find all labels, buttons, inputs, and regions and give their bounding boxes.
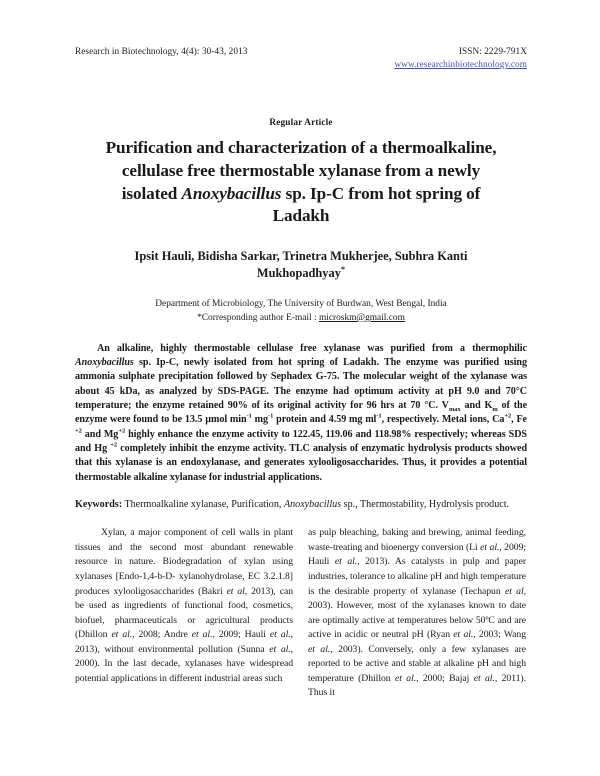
abstract-text-3: and K [460,400,493,412]
journal-citation-line: Research in Biotechnology, 4(4): 30-43, 2013 [75,46,248,56]
citation-etal-3: et al. [191,629,213,641]
keywords-organism-name: Anoxybacillus [283,499,342,511]
left-column [75,526,293,701]
abstract-text-10: highly enhance the enzyme activity to 122.45, 119.06 and 118.98% respectively; whereas SDS and Hg [75,428,527,455]
paper-title [75,137,527,229]
right-text-5: , 2003; Wang [473,629,526,641]
citation-etal-2: et al. [111,629,133,641]
left-text-1: Xylan, a major component of cell walls in plant tissues and the second most abundant renewable resource in nature. Biodegradation of xylan using xylanases [Endo-1,4-b-D- xylanohydrolase, EC 3.2.1.8] produces xylooligosaccharides (Bakri [75,527,293,597]
citation-etal-5: et al. [269,643,291,655]
abstract-paragraph [75,342,527,485]
iron-charge-superscript: +2 [75,427,82,435]
title-line-1: Purification and characterization of a thermoalkaline, [105,137,497,157]
author-list [75,248,527,282]
corresponding-email-line [75,311,527,325]
citation-etal-1: et al [226,585,245,597]
keywords-block [75,498,527,512]
right-text-1: as pulp bleaching, baking and brewing, animal feeding, waste-treating and bioenergy conversion (Li [308,527,526,553]
right-text-8: , 2011). Thus it [308,672,526,699]
citation-etal-11: et al., [394,672,419,684]
title-line-3-suffix: sp. Ip-C from hot spring of [281,183,481,203]
left-column-paragraph [75,526,293,686]
journal-website-link[interactable]: www.researchinbiotechnology.com [394,59,527,70]
abstract-text-6: protein and 4.59 mg ml [273,414,377,426]
abstract-text-2: sp. Ip-C, newly isolated from hot spring of Ladakh. The enzyme was purified using ammonia sulphate precipitation followed by Sephadex G-75. The molecular weight of the xylanase was about 45 kDa, as analyzed by SDS-PAGE. The enzyme had optimum activity at pH 9.0 and 70°C temperature; the enzyme retained 90% of its original activity for 96 hrs at 70 °C. V [75,357,527,412]
abstract-text-5: mg [251,414,269,426]
abstract-text-11: completely inhibit the enzyme activity. TLC analysis of enzymatic hydrolysis products showed that this xylanase is an endoxylanase, and generates xylooligosaccharides. Thus, it provides a potential thermostable alkaline xylanase for industrial applications. [75,443,528,483]
right-column [308,526,526,701]
left-text-3: , 2008; Andre [132,629,192,641]
right-text-7: 2000; Bajaj [418,672,474,684]
mercury-charge-superscript: +2 [110,441,118,449]
min-inverse-superscript: -1 [246,413,252,421]
page-content [75,45,527,701]
left-text-5: , 2013), without environmental pollution (Sunna [75,629,293,655]
right-text-4: , 2003). However, most of the xylanases known to date are optimally active at temperatures below 50ºC and are active in acidic or neutral pH (Ryan [308,585,526,641]
keywords-text-b: sp., Thermostability, Hydrolysis product. [341,499,510,511]
vmax-subscript: max [448,406,461,414]
calcium-charge-superscript: +2 [504,413,512,421]
keywords-text-a: Thermoalkaline xylanase, Purification, [122,499,284,511]
citation-etal-8: et al [504,585,524,597]
department-affiliation: Department of Microbiology, The University of Burdwan, West Bengal, India [155,298,447,309]
mg-inverse-superscript: -1 [268,413,274,421]
abstract-text-9: and Mg [81,428,119,440]
abstract-text-1: An alkaline, highly thermostable cellulase free xylanase was purified from a thermophilic [97,342,527,354]
citation-etal-10: et al. [308,643,331,655]
left-text-2: , 2013), can be used as ingredients of functional food, cosmetics, biofuel, pharmaceuticals or agricultural products (Dhillon [75,585,294,641]
citation-etal-9: et al. [453,629,474,641]
abstract-organism-name: Anoxybacillus [75,357,134,369]
left-text-4: , 2009; Hauli [212,629,270,641]
right-text-3: , 2013). As catalysts in pulp and paper industries, tolerance to alkaline pH and high temperature is the desirable property of xylanase (Techapun [308,556,526,597]
citation-etal-6: et al. [480,541,500,553]
corresponding-author-marker: * [340,264,346,275]
magnesium-charge-superscript: +2 [118,427,126,435]
keywords-label: Keywords: [75,499,123,511]
body-columns [75,526,527,701]
ml-inverse-superscript: -1 [376,413,382,421]
citation-etal-12: et al. [473,672,495,684]
author-line-2: Mukhopadhyay [256,266,341,281]
right-text-2: , 2009; Hauli [308,541,527,568]
title-line-2: cellulase free thermostable xylanase from a newly [121,160,481,180]
author-line-1: Ipsit Hauli, Bidisha Sarkar, Trinetra Mukherjee, Subhra Kanti [134,249,468,264]
title-line-3-prefix: isolated [121,183,182,203]
corresponding-email-label: *Corresponding author E-mail : [197,312,317,323]
issn-text: ISSN: 2229-791X [458,46,527,56]
km-subscript: m [492,406,498,414]
corresponding-email-link[interactable]: microskm@gmail.com [318,312,405,323]
right-text-6: , 2003). Conversely, only a few xylanases are reported to be active and stable at alkaline pH and high temperature (Dhillon [308,643,526,684]
affiliation-block [75,297,527,325]
running-header [75,45,527,71]
right-column-paragraph [308,526,526,701]
abstract-text-8: , Fe [511,414,527,426]
left-text-6: , 2000). In the last decade, xylanases have widespread potential applications in different industrial areas such [75,643,293,684]
header-right-block [394,45,527,71]
title-organism-name: Anoxybacillus [181,183,282,203]
title-line-4: Ladakh [272,206,330,226]
abstract-text-4: of the enzyme were found to be 13.5 µmol min [75,400,528,426]
citation-etal-7: et al. [334,556,358,568]
citation-etal-4: et al. [269,629,291,641]
abstract-text-7: , respectively. Metal ions, Ca [381,414,505,426]
article-type-label: Regular Article [269,117,333,128]
